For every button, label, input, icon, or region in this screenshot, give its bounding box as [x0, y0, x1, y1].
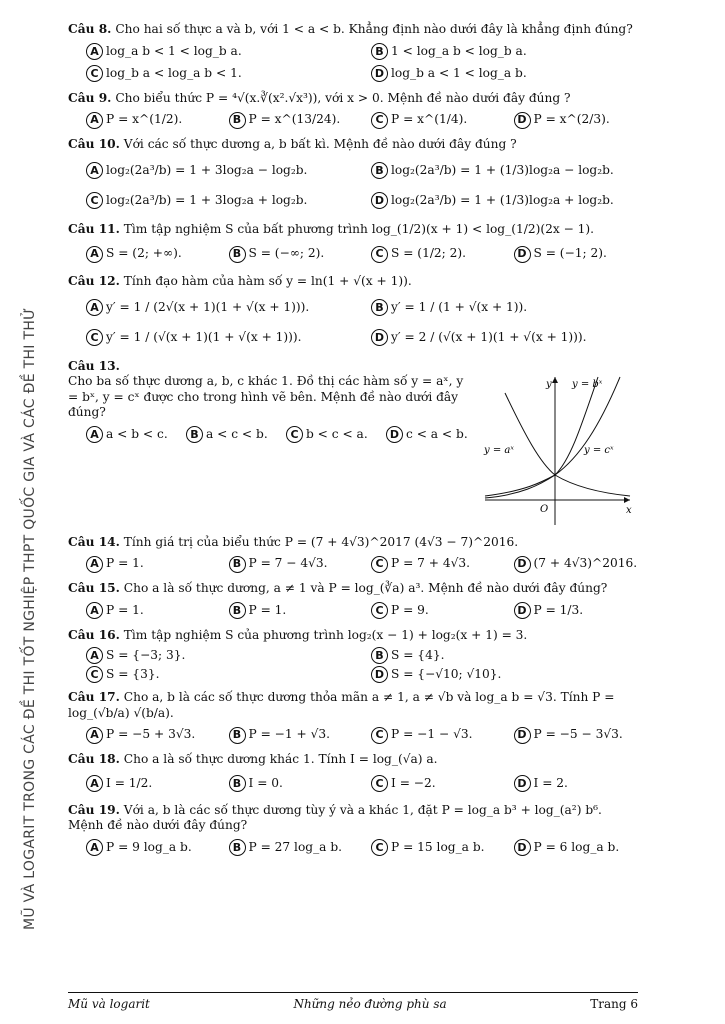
question-15	[68, 581, 638, 622]
option-b[interactable]	[211, 553, 354, 575]
option-letter: C	[371, 602, 388, 619]
option-letter: D	[371, 329, 388, 346]
option-a[interactable]	[68, 837, 211, 859]
option-letter: A	[86, 839, 103, 856]
option-text: S = (2; +∞).	[106, 246, 182, 261]
option-text: P = x^(1/4).	[391, 112, 468, 127]
option-text: P = x^(2/3).	[533, 112, 610, 127]
question-13	[68, 359, 638, 529]
question-stem: Tính giá trị của biểu thức P = (7 + 4√3)^2017 (4√3 − 7)^2016.	[123, 534, 519, 549]
option-letter: D	[386, 426, 403, 443]
question-label: Câu 18.	[68, 752, 120, 766]
option-letter: C	[86, 666, 103, 683]
option-a[interactable]	[68, 109, 211, 131]
option-text: log₂(2a³/b) = 1 + (1/3)log₂a − log₂b.	[391, 162, 614, 177]
option-text: P = x^(1/2).	[106, 112, 183, 127]
option-text: P = 7 + 4√3.	[391, 556, 471, 571]
option-d[interactable]	[496, 600, 639, 622]
option-c[interactable]	[353, 553, 496, 575]
option-d[interactable]	[368, 424, 468, 446]
option-b[interactable]	[211, 724, 354, 746]
option-a[interactable]	[68, 240, 211, 268]
option-d[interactable]	[496, 837, 639, 859]
question-stem: Cho ba số thực dương a, b, c khác 1. Đồ thị các hàm số y = aˣ, y = bˣ, y = cˣ được cho trong hình vẽ bên. Mệnh đề nào dưới đây đúng?	[68, 374, 464, 419]
option-c[interactable]	[353, 109, 496, 131]
option-text: I = 2.	[533, 775, 568, 790]
question-label: Câu 8.	[68, 22, 112, 36]
option-letter: A	[86, 162, 103, 179]
option-b[interactable]	[211, 837, 354, 859]
option-text: 1 < log_a b < log_b a.	[391, 43, 527, 58]
option-a[interactable]	[68, 293, 353, 323]
option-text: log_b a < log_a b < 1.	[106, 65, 242, 80]
option-letter: D	[514, 775, 531, 792]
page-footer	[68, 992, 638, 1011]
footer-center: Những nẻo đường phù sa	[293, 997, 447, 1011]
option-text: log_a b < 1 < log_b a.	[106, 43, 242, 58]
label-c: y = cˣ	[584, 444, 614, 456]
question-stem: Tính đạo hàm của hàm số y = ln(1 + √(x + 1)).	[123, 274, 412, 288]
option-letter: A	[86, 556, 103, 573]
option-letter: D	[514, 839, 531, 856]
option-letter: B	[371, 43, 388, 60]
option-b[interactable]	[353, 156, 638, 186]
option-d[interactable]	[353, 186, 638, 216]
option-letter: D	[514, 602, 531, 619]
option-b[interactable]	[353, 646, 638, 665]
option-c[interactable]	[268, 424, 368, 446]
question-9	[68, 91, 638, 132]
exponential-graph	[480, 375, 635, 530]
option-letter: B	[229, 727, 246, 744]
option-b[interactable]	[211, 109, 354, 131]
option-d[interactable]	[496, 724, 639, 746]
option-text: P = 15 log_a b.	[391, 839, 485, 854]
option-text: log₂(2a³/b) = 1 + 3log₂a − log₂b.	[106, 162, 308, 177]
option-text: P = 1.	[106, 556, 144, 571]
question-stem: Tìm tập nghiệm S của bất phương trình log_(1/2)(x + 1) < log_(1/2)(2x − 1).	[123, 221, 595, 236]
question-stem: Với a, b là các số thực dương tùy ý và a khác 1, đặt P = log_a b³ + log_(a²) b⁶. Mệnh đề nào dưới đây đúng?	[68, 802, 602, 832]
question-label: Câu 11.	[68, 221, 120, 236]
option-letter: D	[514, 112, 531, 129]
option-text: c < a < b.	[406, 426, 468, 441]
question-label: Câu 12.	[68, 274, 120, 288]
option-text: S = {4}.	[391, 647, 445, 662]
option-letter: A	[86, 775, 103, 792]
option-d[interactable]	[353, 665, 638, 684]
option-letter: C	[371, 839, 388, 856]
option-text: b < c < a.	[306, 426, 368, 441]
question-stem: Cho biểu thức P = ⁴√(x.∛(x².√x³)), với x > 0. Mệnh đề nào dưới đây đúng ?	[115, 90, 571, 105]
x-axis-arrow	[624, 497, 630, 503]
option-letter: C	[286, 426, 303, 443]
question-list	[68, 22, 638, 865]
option-letter: A	[86, 727, 103, 744]
option-letter: B	[229, 246, 246, 263]
option-letter: A	[86, 426, 103, 443]
option-letter: B	[229, 602, 246, 619]
option-a[interactable]	[68, 424, 168, 446]
option-letter: B	[186, 426, 203, 443]
option-a[interactable]	[68, 724, 211, 746]
question-8	[68, 22, 638, 85]
option-text: P = 9.	[391, 602, 429, 617]
question-label: Câu 16.	[68, 627, 120, 642]
option-text: P = −5 − 3√3.	[533, 727, 623, 742]
option-d[interactable]	[496, 109, 639, 131]
question-17	[68, 690, 638, 746]
option-c[interactable]	[68, 186, 353, 216]
option-text: P = 6 log_a b.	[533, 839, 620, 854]
option-c[interactable]	[68, 665, 353, 684]
option-a[interactable]	[68, 41, 353, 63]
y-axis-arrow	[552, 377, 558, 383]
option-letter: D	[514, 727, 531, 744]
option-letter: B	[371, 299, 388, 316]
question-label: Câu 17.	[68, 690, 120, 704]
option-text: a < c < b.	[206, 426, 268, 441]
option-d[interactable]	[496, 771, 639, 797]
option-text: I = 0.	[248, 775, 283, 790]
option-b[interactable]	[211, 240, 354, 268]
side-title-text: MŨ VÀ LOGARIT TRONG CÁC ĐỀ THI TỐT NGHIỆP THPT QUỐC GIA VÀ CÁC ĐỀ THI THỬ	[22, 307, 38, 930]
option-text: log₂(2a³/b) = 1 + (1/3)log₂a + log₂b.	[391, 192, 614, 207]
question-14	[68, 535, 638, 576]
label-b: y = bˣ	[572, 378, 603, 390]
option-b[interactable]	[353, 41, 638, 63]
option-c[interactable]	[353, 724, 496, 746]
curve-a	[485, 377, 620, 496]
option-text: log₂(2a³/b) = 1 + 3log₂a + log₂b.	[106, 192, 308, 207]
option-letter: C	[371, 775, 388, 792]
option-text: y′ = 1 / (√(x + 1)(1 + √(x + 1))).	[106, 329, 302, 344]
option-letter: D	[371, 65, 388, 82]
option-letter: C	[86, 329, 103, 346]
option-letter: C	[86, 65, 103, 82]
option-text: S = (−1; 2).	[533, 246, 607, 261]
option-a[interactable]	[68, 771, 211, 797]
option-b[interactable]	[211, 600, 354, 622]
option-text: P = −1 + √3.	[248, 727, 330, 742]
option-d[interactable]	[496, 240, 639, 268]
option-text: P = 1.	[106, 602, 144, 617]
question-18	[68, 752, 638, 797]
question-10	[68, 137, 638, 216]
option-text: y′ = 1 / (1 + √(x + 1)).	[391, 299, 528, 314]
option-d[interactable]	[353, 63, 638, 85]
option-text: y′ = 2 / (√(x + 1)(1 + √(x + 1))).	[391, 329, 587, 344]
option-text: P = −1 − √3.	[391, 727, 473, 742]
option-letter: B	[371, 647, 388, 664]
option-letter: A	[86, 647, 103, 664]
option-text: S = (−∞; 2).	[248, 246, 325, 261]
option-text: I = 1/2.	[106, 775, 153, 790]
question-19	[68, 803, 638, 859]
option-a[interactable]	[68, 156, 353, 186]
option-c[interactable]	[68, 63, 353, 85]
side-title	[22, 307, 38, 931]
option-b[interactable]	[211, 771, 354, 797]
question-stem: Cho hai số thực a và b, với 1 < a < b. Khẳng định nào dưới đây là khẳng định đúng?	[115, 22, 633, 36]
option-text: P = 9 log_a b.	[106, 839, 192, 854]
question-16	[68, 628, 638, 685]
option-c[interactable]	[353, 600, 496, 622]
option-text: (7 + 4√3)^2016.	[533, 556, 638, 571]
option-letter: B	[229, 839, 246, 856]
question-stem: Tìm tập nghiệm S của phương trình log₂(x − 1) + log₂(x + 1) = 3.	[123, 627, 528, 642]
question-stem: Với các số thực dương a, b bất kì. Mệnh đề nào dưới đây đúng ?	[123, 137, 517, 151]
option-text: S = (1/2; 2).	[391, 246, 467, 261]
option-text: I = −2.	[391, 775, 436, 790]
option-a[interactable]	[68, 600, 211, 622]
option-c[interactable]	[353, 240, 496, 268]
label-origin: O	[540, 503, 549, 515]
option-letter: C	[86, 192, 103, 209]
question-stem: Cho a, b là các số thực dương thỏa mãn a ≠ 1, a ≠ √b và log_a b = √3. Tính P = log_(√b/a) √(b/a).	[68, 690, 615, 720]
option-b[interactable]	[353, 293, 638, 323]
option-letter: D	[514, 246, 531, 263]
label-a: y = aˣ	[484, 444, 514, 456]
option-text: P = 1/3.	[533, 602, 584, 617]
option-letter: C	[371, 727, 388, 744]
option-letter: D	[514, 556, 531, 573]
option-letter: B	[229, 556, 246, 573]
option-d[interactable]	[353, 323, 638, 353]
label-y: y	[546, 378, 552, 390]
footer-left: Mũ và logarit	[68, 997, 150, 1011]
option-text: S = {−√10; √10}.	[391, 666, 502, 681]
option-a[interactable]	[68, 553, 211, 575]
question-stem: Cho a là số thực dương, a ≠ 1 và P = log_(∛a) a³. Mệnh đề nào dưới đây đúng?	[123, 581, 608, 595]
option-letter: B	[229, 112, 246, 129]
question-label: Câu 14.	[68, 534, 120, 549]
option-letter: C	[371, 246, 388, 263]
option-text: P = −5 + 3√3.	[106, 727, 196, 742]
option-letter: A	[86, 43, 103, 60]
option-text: S = {3}.	[106, 666, 160, 681]
option-text: P = 1.	[248, 602, 287, 617]
option-letter: A	[86, 602, 103, 619]
option-b[interactable]	[168, 424, 268, 446]
option-letter: C	[371, 112, 388, 129]
option-a[interactable]	[68, 646, 353, 665]
question-stem: Cho a là số thực dương khác 1. Tính I = log_(√a) a.	[123, 752, 438, 766]
question-label: Câu 9.	[68, 90, 112, 105]
option-text: S = {−3; 3}.	[106, 647, 186, 662]
option-letter: A	[86, 299, 103, 316]
question-label: Câu 19.	[68, 802, 120, 817]
option-letter: D	[371, 192, 388, 209]
question-label: Câu 13.	[68, 358, 120, 373]
label-x: x	[626, 504, 632, 516]
option-letter: B	[371, 162, 388, 179]
question-label: Câu 10.	[68, 137, 120, 151]
option-c[interactable]	[353, 771, 496, 797]
option-text: P = x^(13/24).	[248, 112, 341, 127]
option-letter: A	[86, 246, 103, 263]
question-11	[68, 222, 638, 269]
option-letter: A	[86, 112, 103, 129]
option-text: P = 7 − 4√3.	[248, 556, 328, 571]
option-text: y′ = 1 / (2√(x + 1)(1 + √(x + 1))).	[106, 299, 310, 314]
question-label: Câu 15.	[68, 581, 120, 595]
option-d[interactable]	[496, 553, 639, 575]
option-c[interactable]	[68, 323, 353, 353]
option-c[interactable]	[353, 837, 496, 859]
option-text: log_b a < 1 < log_a b.	[391, 65, 527, 80]
question-12	[68, 274, 638, 353]
curve-b	[485, 377, 598, 498]
option-letter: C	[371, 556, 388, 573]
page-number: Trang 6	[590, 997, 638, 1011]
option-letter: D	[371, 666, 388, 683]
option-text: P = 27 log_a b.	[248, 839, 342, 854]
option-text: a < b < c.	[106, 426, 168, 441]
option-letter: B	[229, 775, 246, 792]
